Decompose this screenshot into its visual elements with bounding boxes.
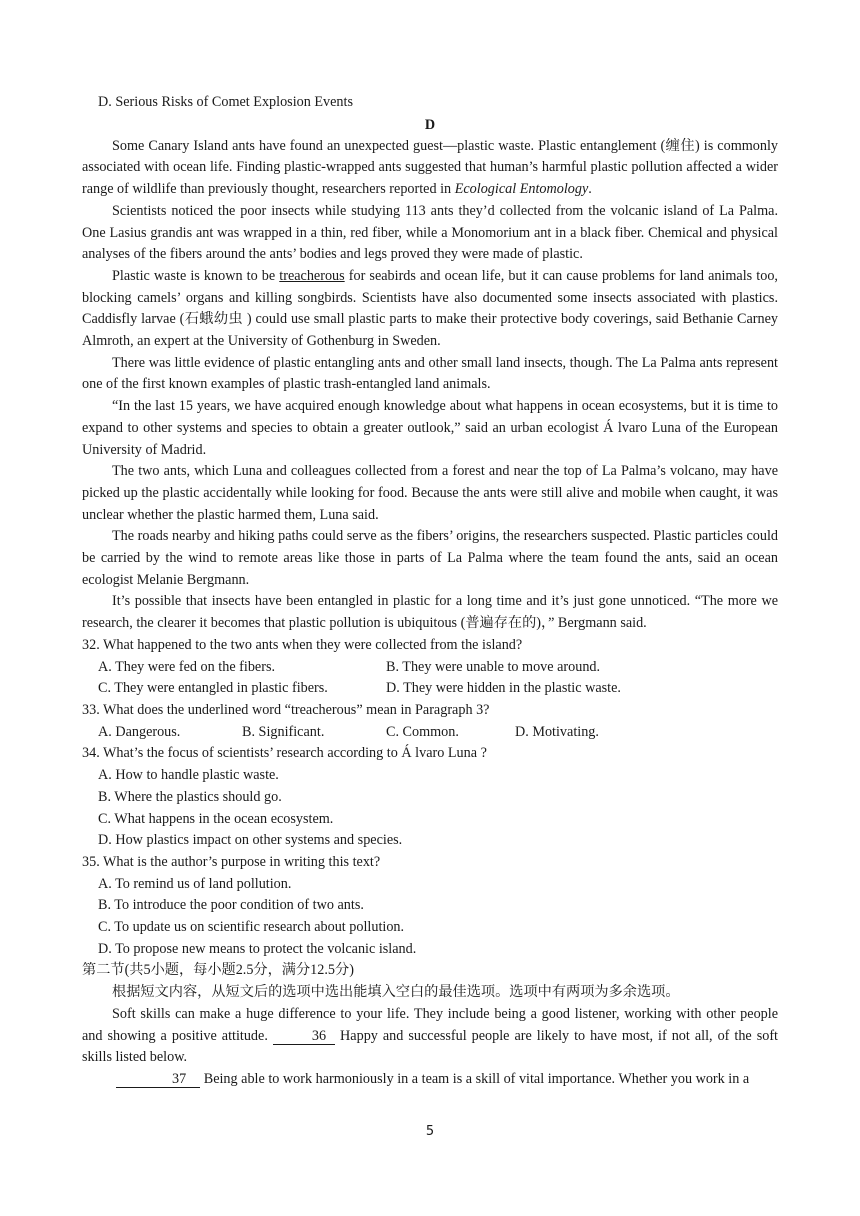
paragraph-text: Plastic waste is known to be xyxy=(112,267,280,284)
question-32-options-row-1 xyxy=(82,657,778,679)
passage-paragraph-2: Scientists noticed the poor insects while studying 113 ants they’d collected from the volcanic island of La Palma. One Lasius grandis ant was wrapped in a thin, red fiber, while a Monomorium ant in a black fiber. Chemical and physical analyses of the fibers around the ants’ bodies and legs proved they were made of plastic. xyxy=(82,202,778,263)
question-33-stem: 33. What does the underlined word “treacherous” mean in Paragraph 3? xyxy=(82,701,490,718)
section-2-heading: 第二节(共5小题，每小题2.5分，满分12.5分) xyxy=(82,962,354,979)
option-b: B. Significant. xyxy=(242,723,325,740)
option-a: A. They were fed on the fibers. xyxy=(98,658,276,675)
question-33-options xyxy=(82,722,778,744)
passage-paragraph-5: “In the last 15 years, we have acquired enough knowledge about what happens in ocean ecosystems, but it is time to expand to other systems and species to obtain a greater outlook,” said an urban ecologist Á lvaro Luna of the European University of Madrid. xyxy=(82,398,778,458)
section-2-instruction: 根据短文内容，从短文后的选项中选出能填入空白的最佳选项。选项中有两项为多余选项。 xyxy=(112,984,680,1001)
question-32-options-row-2 xyxy=(82,678,778,700)
passage-paragraph-3 xyxy=(82,266,778,353)
paragraph-text: . xyxy=(588,181,592,198)
option-c: C. Common. xyxy=(386,723,459,740)
passage-paragraph-8: It’s possible that insects have been entangled in plastic for a long time and it’s just gone unnoticed. “The more we research, the clearer it becomes that plastic pollution is ubiquitous (普遍存在的)，” Bergmann said. xyxy=(82,593,778,632)
option-b: B. To introduce the poor condition of two ants. xyxy=(98,897,364,914)
section-heading: D xyxy=(424,116,436,133)
option-a: A. How to handle plastic waste. xyxy=(98,767,279,784)
passage-paragraph-4: There was little evidence of plastic entangling ants and other small land insects, though. The La Palma ants represent one of the first known examples of plastic trash-entangled land animals. xyxy=(82,354,778,393)
option-d: D. How plastics impact on other systems and species. xyxy=(98,832,403,849)
question-34-stem: 34. What’s the focus of scientists’ research according to Á lvaro Luna ? xyxy=(82,745,487,762)
option-c: C. They were entangled in plastic fibers. xyxy=(98,680,328,697)
option-b: B. Where the plastics should go. xyxy=(98,788,282,805)
option-c: C. To update us on scientific research about pollution. xyxy=(98,919,405,936)
option-a: A. Dangerous. xyxy=(98,723,181,740)
question-35-stem: 35. What is the author’s purpose in writing this text? xyxy=(82,853,381,870)
passage-paragraph-7: The roads nearby and hiking paths could serve as the fibers’ origins, the researchers suspected. Plastic particles could be carried by the wind to remote areas like those in parts of La Palma where the team found the ants, said an ocean ecologist Melanie Bergmann. xyxy=(82,528,778,588)
paragraph-text: Soft skills can make a huge difference to your life. They include being a good listener, working with other people and showing a positive attitude. xyxy=(82,1005,778,1044)
blank-37: 37 xyxy=(116,1072,200,1088)
option-b: B. They were unable to move around. xyxy=(386,658,601,675)
section-2-paragraph-2 xyxy=(82,1069,778,1091)
paragraph-text: for seabirds and ocean life, but it can cause problems for land animals too, blocking camels’ organs and killing songbirds. Scientists have also documented some insects associated with plastics. Caddisfly larvae (石蛾幼虫 ) could use small plastic parts to make their protective body coverings, said Bethanie Carney Almroth, an expert at the University of Gothenburg in Sweden. xyxy=(82,267,778,350)
underlined-word: treacherous xyxy=(279,267,345,284)
paragraph-text: Happy and successful people are likely to have most, if not all, of the soft skills listed below. xyxy=(82,1027,778,1066)
document-page xyxy=(82,92,778,1091)
question-32-stem: 32. What happened to the two ants when they were collected from the island? xyxy=(82,636,523,653)
passage-paragraph-1 xyxy=(82,136,778,201)
passage-paragraph-6: The two ants, which Luna and colleagues collected from a forest and near the top of La Palma’s volcano, may have picked up the plastic accidentally while looking for food. Because the ants were still alive and mobile when caught, it was unclear whether the plastic harmed them, Luna said. xyxy=(82,463,778,523)
journal-name: Ecological Entomology xyxy=(454,181,589,198)
paragraph-text: Some Canary Island ants have found an unexpected guest—plastic waste. Plastic entanglement (缠住) is commonly associated with ocean life. Finding plastic-wrapped ants suggested that human’s harmful plastic pollution affected a wider range of wildlife than previously thought, researchers reported in xyxy=(82,137,778,198)
previous-question-option-d: D. Serious Risks of Comet Explosion Events xyxy=(98,94,353,110)
option-a: A. To remind us of land pollution. xyxy=(98,875,292,892)
option-d: D. They were hidden in the plastic waste. xyxy=(386,680,621,697)
blank-36: 36 xyxy=(273,1029,335,1045)
option-c: C. What happens in the ocean ecosystem. xyxy=(98,810,334,827)
option-d: D. Motivating. xyxy=(515,723,599,740)
page-number: 5 xyxy=(425,1124,435,1139)
section-2-paragraph-1 xyxy=(82,1004,778,1069)
option-d: D. To propose new means to protect the volcanic island. xyxy=(98,940,417,957)
paragraph-text: Being able to work harmoniously in a team is a skill of vital importance. Whether you work in a xyxy=(200,1070,750,1087)
